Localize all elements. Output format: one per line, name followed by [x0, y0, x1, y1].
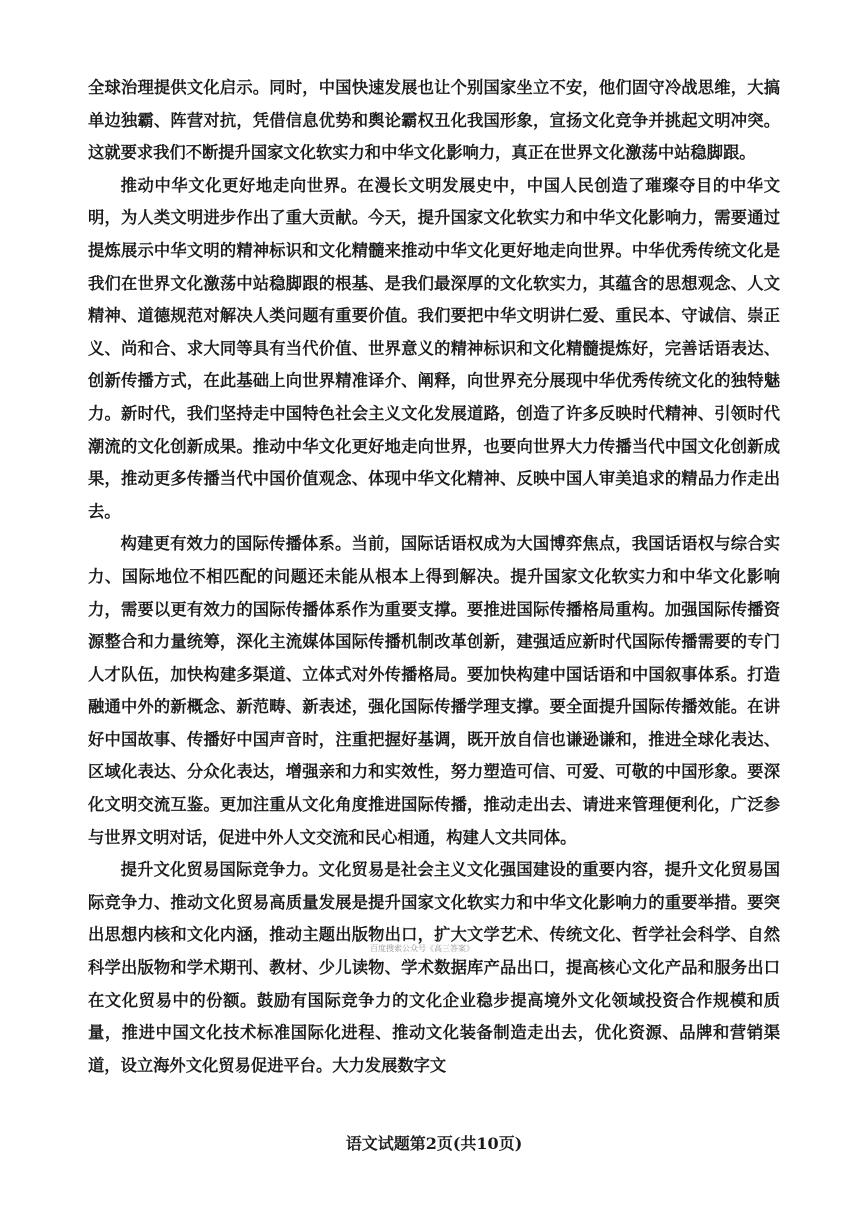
document-body: [88, 72, 780, 1082]
paragraph-1: 全球治理提供文化启示。同时，中国快速发展也让个别国家坐立不安，他们固守冷战思维，大搞单边独霸、阵营对抗，凭借信息优势和舆论霸权丑化我国形象，宣扬文化竞争并挑起文明冲突。这就要求我们不断提升国家文化软实力和中华文化影响力，真正在世界文化激荡中站稳脚跟。: [88, 78, 780, 163]
page-footer: 语文试题第2页(共10页): [345, 1134, 523, 1153]
paragraph-3: 构建更有效力的国际传播体系。当前，国际话语权成为大国博弈焦点，我国话语权与综合实力、国际地位不相匹配的问题还未能从根本上得到解决。提升国家文化软实力和中华文化影响力，需要以更有效力的国际传播体系作为重要支撑。要推进国际传播格局重构。加强国际传播资源整合和力量统筹，深化主流媒体国际传播机制改革创新，建强适应新时代国际传播需要的专门人才队伍，加快构建多渠道、立体式对外传播格局。要加快构建中国话语和中国叙事体系。打造融通中外的新概念、新范畴、新表述，强化国际传播学理支撑。要全面提升国际传播效能。在讲好中国故事、传播好中国声音时，注重把握好基调，既开放自信也谦逊谦和，推进全球化表达、区域化表达、分众化表达，增强亲和力和实效性，努力塑造可信、可爱、可敬的中国形象。要深化文明交流互鉴。更加注重从文化角度推进国际传播，推动走出去、请进来管理便利化，广泛参与世界文明对话，促进中外人文交流和民心相通，构建人文共同体。: [88, 534, 780, 847]
watermark-text: 百度搜索公众号《高三答案》: [370, 944, 474, 953]
paragraph-2: 推动中华文化更好地走向世界。在漫长文明发展史中，中国人民创造了璀璨夺目的中华文明，为人类文明进步作出了重大贡献。今天，提升国家文化软实力和中华文化影响力，需要通过提炼展示中华文明的精神标识和文化精髓来推动中华文化更好地走向世界。中华优秀传统文化是我们在世界文化激荡中站稳脚跟的根基、是我们最深厚的文化软实力，其蕴含的思想观念、人文精神、道德规范对解决人类问题有重要价值。我们要把中华文明讲仁爱、重民本、守诚信、崇正义、尚和合、求大同等具有当代价值、世界意义的精神标识和文化精髓提炼好，完善话语表达、创新传播方式，在此基础上向世界精准译介、阐释，向世界充分展现中华优秀传统文化的独特魅力。新时代，我们坚持走中国特色社会主义文化发展道路，创造了许多反映时代精神、引领时代潮流的文化创新成果。推动中华文化更好地走向世界，也要向世界大力传播当代中国文化创新成果，推动更多传播当代中国价值观念、体现中华文化精神、反映中国人审美追求的精品力作走出去。: [88, 175, 780, 521]
paragraph-4: 提升文化贸易国际竞争力。文化贸易是社会主义文化强国建设的重要内容，提升文化贸易国际竞争力、推动文化贸易高质量发展是提升国家文化软实力和中华文化影响力的重要举措。要突出思想内核和文化内涵，推动主题出版物出口，扩大文学艺术、传统文化、哲学社会科学、自然科学出版物和学术期刊、教材、少儿读物、学术数据库产品出口，提高核心文化产品和服务出口在文化贸易中的份额。鼓励有国际竞争力的文化企业稳步提高境外文化领域投资合作规模和质量，推进中国文化技术标准国际化进程、推动文化装备制造走出去，优化资源、品牌和营销渠道，设立海外文化贸易促进平台。大力发展数字文: [88, 860, 780, 1075]
